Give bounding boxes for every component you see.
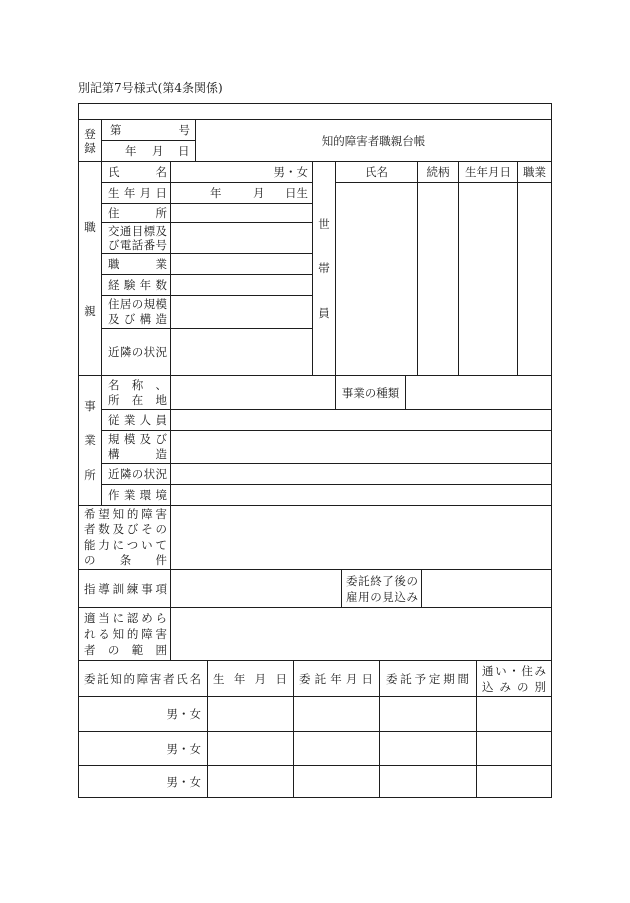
workplace-business-type-field <box>405 375 551 409</box>
shokuoya-occupation-field <box>170 253 312 274</box>
form-number-title: 別記第7号様式(第4条関係) <box>78 81 223 95</box>
commission-header-period-text: 委託予定期間 <box>386 671 469 686</box>
commission-header-birthdate <box>207 660 293 696</box>
registration-date-field <box>101 140 195 161</box>
shokuoya-neighborhood-field <box>170 328 312 375</box>
shokuoya-neighborhood-label: 近隣の状況 <box>108 345 167 359</box>
commission-row-1-birthdate <box>207 696 293 731</box>
commission-row-2-residence <box>476 731 551 765</box>
shokuoya-birthdate-field <box>170 182 312 203</box>
workplace-scale-structure-label <box>108 432 167 462</box>
workplace-neighborhood-field <box>170 463 551 484</box>
eligible-range-field <box>170 607 551 660</box>
shokuoya-transport-phone-label-line: び電話番号 <box>108 238 167 252</box>
shokuoya-birthdate-year: 年 <box>210 186 222 200</box>
shokuoya-transport-phone-field <box>170 222 312 253</box>
shokuoya-occupation-label-cell <box>101 253 170 274</box>
commission-row-1-period <box>379 696 476 731</box>
shokuoya-transport-phone-label <box>108 224 167 252</box>
commission-header-date-text: 委託年月日 <box>299 671 373 686</box>
shokuoya-birthdate-day: 日生 <box>285 186 308 200</box>
shokuoya-experience-label: 経験年数 <box>108 278 167 292</box>
shokuoya-name-label: 氏名 <box>108 165 167 179</box>
household-header-name-text: 氏名 <box>365 165 388 179</box>
household-header-occupation-text: 職業 <box>523 165 546 179</box>
conditions-label-line: 希望知的障害 <box>84 506 167 521</box>
shokuoya-section-label-cell <box>78 161 101 375</box>
workplace-name-location-label <box>108 378 167 408</box>
household-header-occupation <box>517 161 551 182</box>
registration-date-day: 日 <box>178 144 190 158</box>
shokuoya-birthdate-label-cell <box>101 182 170 203</box>
conditions-field <box>170 505 551 569</box>
workplace-environment-field <box>170 484 551 505</box>
shokuoya-name-label-cell <box>101 161 170 182</box>
commission-header-birthdate-text: 生年月日 <box>213 671 287 686</box>
conditions-label-line: の条件 <box>84 553 167 567</box>
shokuoya-housing-label <box>108 297 167 327</box>
conditions-label-line: 者数及びその <box>84 522 167 536</box>
shokuoya-experience-label-cell <box>101 274 170 295</box>
workplace-name-location-label-line: 名称、 <box>108 377 167 392</box>
commission-row-3-residence <box>476 765 551 797</box>
workplace-scale-structure-label-cell <box>101 430 170 463</box>
commission-row-2-birthdate <box>207 731 293 765</box>
household-header-relation-text: 続柄 <box>426 165 450 179</box>
workplace-business-type-label: 事業の種類 <box>341 385 400 400</box>
shokuoya-housing-label-line: 及び構造 <box>108 312 167 326</box>
commission-row-1-date <box>293 696 379 731</box>
eligible-range-label-line: れる知的障害 <box>84 627 167 641</box>
shokuoya-birthdate-month: 月 <box>253 186 265 200</box>
shokuoya-housing-field <box>170 295 312 328</box>
household-occupation-field <box>517 182 551 375</box>
workplace-scale-structure-field <box>170 430 551 463</box>
workplace-neighborhood-label-cell <box>101 463 170 484</box>
commission-header-residence <box>476 660 551 696</box>
registration-date-month: 月 <box>152 144 164 158</box>
shokuoya-housing-label-cell <box>101 295 170 328</box>
shokuoya-occupation-label: 職業 <box>108 257 167 271</box>
eligible-range-label <box>84 610 167 658</box>
household-name-field <box>335 182 417 375</box>
commission-header-date <box>293 660 379 696</box>
conditions-label <box>84 507 167 569</box>
commission-header-residence-line: 通い・住み <box>482 663 546 678</box>
commission-row-1-name <box>78 696 207 731</box>
commission-header-residence-text <box>482 663 546 695</box>
shokuoya-section-label: 職親 <box>84 219 96 318</box>
registration-label-cell <box>78 119 101 161</box>
workplace-name-location-label-line: 所在地 <box>108 392 167 407</box>
shokuoya-sex-options: 男・女 <box>273 165 308 179</box>
commission-header-name <box>78 660 207 696</box>
employment-outlook-label-cell <box>341 569 421 607</box>
commission-row-1-sex-options: 男・女 <box>166 707 201 721</box>
workplace-name-location-label-cell <box>101 375 170 409</box>
workplace-environment-label: 作業環境 <box>108 488 167 502</box>
guidance-label: 指導訓練事項 <box>84 581 167 596</box>
shokuoya-housing-label-line: 住居の規模 <box>108 297 167 311</box>
employment-outlook-label-line: 委託終了後の <box>346 573 418 588</box>
household-header-name <box>335 161 417 182</box>
form-heading-cell <box>195 119 551 161</box>
workplace-neighborhood-label: 近隣の状況 <box>108 467 167 481</box>
commission-header-period <box>379 660 476 696</box>
commission-row-3-date <box>293 765 379 797</box>
commission-row-2-date <box>293 731 379 765</box>
commission-row-3-birthdate <box>207 765 293 797</box>
conditions-label-cell <box>78 505 170 569</box>
eligible-range-label-line: 者の範囲 <box>84 643 167 657</box>
household-section-label-cell <box>312 161 335 375</box>
household-birthdate-field <box>458 182 517 375</box>
guidance-label-cell <box>78 569 170 607</box>
registration-number-prefix: 第 <box>110 123 122 137</box>
workplace-scale-structure-label-line: 構造 <box>108 447 167 461</box>
workplace-section-label: 事業所 <box>84 398 96 482</box>
registration-number-suffix: 号 <box>178 123 190 137</box>
workplace-employees-field <box>170 409 551 430</box>
employment-outlook-field <box>421 569 551 607</box>
employment-outlook-label <box>346 573 418 605</box>
registration-date-year: 年 <box>125 144 137 158</box>
household-section-label: 世帯員 <box>318 216 330 320</box>
shokuoya-transport-phone-label-line: 交通目標及 <box>108 224 167 238</box>
commission-row-3-period <box>379 765 476 797</box>
registration-label: 登録 <box>84 126 96 155</box>
commission-row-2-sex-options: 男・女 <box>166 741 201 756</box>
commission-row-2-period <box>379 731 476 765</box>
commission-row-2-name <box>78 731 207 765</box>
shokuoya-experience-field <box>170 274 312 295</box>
commission-row-1-residence <box>476 696 551 731</box>
shokuoya-neighborhood-label-cell <box>101 328 170 375</box>
workplace-section-label-cell <box>78 375 101 505</box>
commission-header-residence-line: 込みの別 <box>482 679 546 694</box>
shokuoya-address-label-cell <box>101 203 170 222</box>
shokuoya-address-field <box>170 203 312 222</box>
workplace-employees-label: 従業人員 <box>108 413 167 427</box>
shokuoya-name-field <box>170 161 312 182</box>
shokuoya-transport-phone-label-cell <box>101 222 170 253</box>
household-relation-field <box>417 182 458 375</box>
workplace-scale-structure-label-line: 規模及び <box>108 432 167 446</box>
commission-row-3-name <box>78 765 207 797</box>
shokuoya-address-label: 住所 <box>108 206 167 220</box>
eligible-range-label-cell <box>78 607 170 660</box>
guidance-field <box>170 569 341 607</box>
employment-outlook-label-line: 雇用の見込み <box>346 589 418 604</box>
workplace-employees-label-cell <box>101 409 170 430</box>
shokuoya-birthdate-label: 生年月日 <box>108 186 167 200</box>
commission-row-3-sex-options: 男・女 <box>166 774 201 789</box>
workplace-business-type-label-cell <box>335 375 405 409</box>
form-heading: 知的障害者職親台帳 <box>321 133 426 148</box>
commission-header-name-text: 委託知的障害者氏名 <box>84 671 201 686</box>
household-header-birthdate <box>458 161 517 182</box>
blank-header-row <box>78 103 551 119</box>
conditions-label-line: 能力について <box>84 537 167 552</box>
registration-number-field <box>101 119 195 140</box>
workplace-environment-label-cell <box>101 484 170 505</box>
household-header-birthdate-text: 生年月日 <box>465 165 511 179</box>
household-header-relation <box>417 161 458 182</box>
workplace-name-location-field <box>170 375 335 409</box>
eligible-range-label-line: 適当に認めら <box>84 611 167 625</box>
